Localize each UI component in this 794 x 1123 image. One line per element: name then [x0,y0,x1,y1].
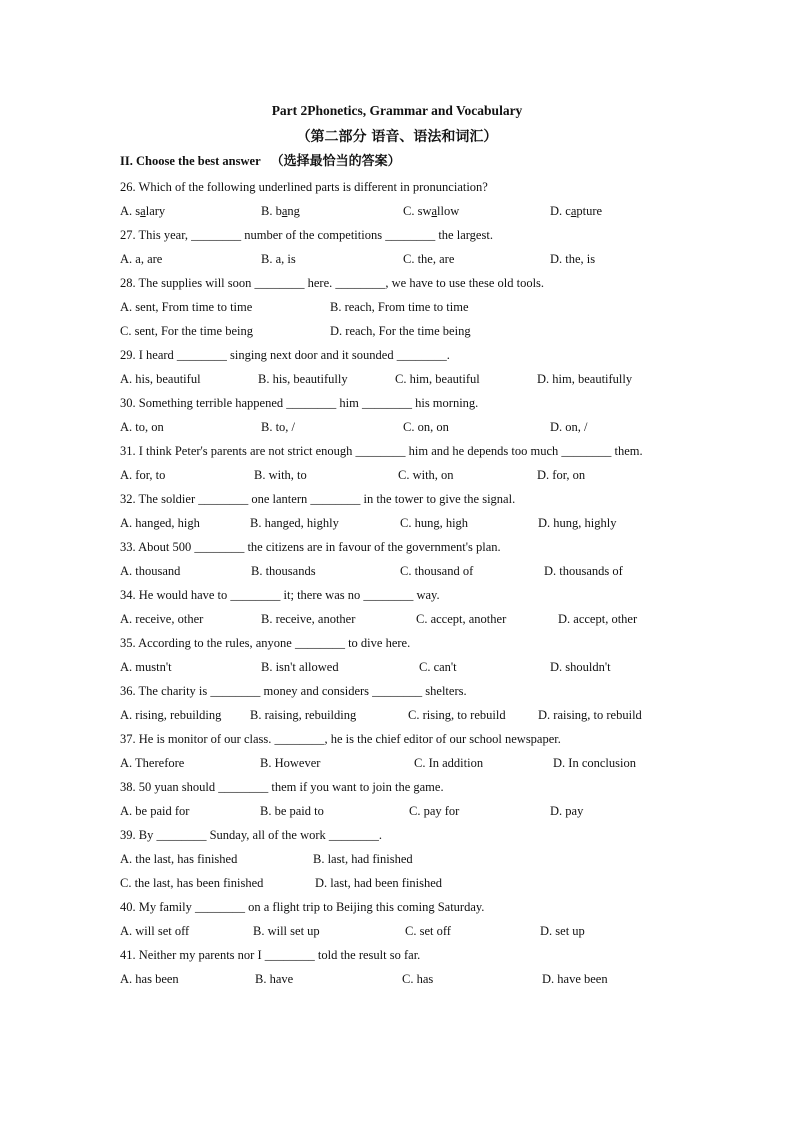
options-row [120,871,680,895]
question-number: 36. [120,684,139,698]
question-text: Neither my parents nor I ________ told the result so far. [138,948,421,962]
options-row [120,559,680,583]
answer-option[interactable]: A. thousand [120,564,181,578]
answer-option[interactable]: C. swallow [403,204,460,218]
question-stem [120,223,680,247]
answer-option[interactable]: B. his, beautifully [258,372,348,386]
question-text: About 500 ________ the citizens are in favour of the government's plan. [138,540,501,554]
question-text: The soldier ________ one lantern ________ in the tower to give the signal. [138,492,516,506]
question-list [120,175,680,991]
section-label: II. Choose the best answer [120,154,261,168]
answer-option[interactable]: B. reach, From time to time [330,300,469,314]
answer-option[interactable]: A. his, beautiful [120,372,201,386]
answer-option[interactable]: B. will set up [253,924,320,938]
question-text: 50 yuan should ________ them if you want to join the game. [138,780,444,794]
question-stem [120,895,680,919]
question-text: According to the rules, anyone ________ to dive here. [138,636,411,650]
question-stem [120,175,680,199]
answer-option[interactable]: D. on, / [550,420,588,434]
answer-option[interactable]: D. capture [550,204,603,218]
answer-option[interactable]: C. rising, to rebuild [408,708,506,722]
options-row [120,919,680,943]
question-number: 33. [120,540,139,554]
answer-option[interactable]: B. be paid to [260,804,324,818]
question-number: 30. [120,396,139,410]
question-stem [120,439,680,463]
answer-option[interactable]: C. accept, another [416,612,507,626]
question-stem [120,583,680,607]
answer-option[interactable]: D. have been [542,972,608,986]
answer-option[interactable]: B. have [255,972,294,986]
question-number: 34. [120,588,139,602]
answer-option[interactable]: D. thousands of [544,564,623,578]
answer-option[interactable]: A. the last, has finished [120,852,238,866]
question-number: 39. [120,828,139,842]
question-text: The supplies will soon ________ here. ________, we have to use these old tools. [138,276,545,290]
question-text: He would have to ________ it; there was no ________ way. [138,588,440,602]
answer-option[interactable]: A. receive, other [120,612,204,626]
answer-option[interactable]: C. the, are [403,252,455,266]
question-text: Which of the following underlined parts is different in pronunciation? [138,180,488,194]
question-stem [120,727,680,751]
question-number: 35. [120,636,139,650]
options-row [120,463,680,487]
options-row [120,367,680,391]
answer-option[interactable]: A. for, to [120,468,166,482]
question-text: I heard ________ singing next door and it sounded ________. [138,348,450,362]
answer-option[interactable]: A. a, are [120,252,163,266]
page-title: Part 2Phonetics, Grammar and Vocabulary [271,103,523,118]
question-number: 32. [120,492,139,506]
answer-option[interactable]: C. on, on [403,420,449,434]
question-number: 41. [120,948,139,962]
answer-option[interactable]: C. pay for [409,804,460,818]
options-row [120,511,680,535]
options-row [120,607,680,631]
answer-option[interactable]: D. for, on [537,468,586,482]
question-stem [120,343,680,367]
options-row [120,415,680,439]
answer-option[interactable]: C. hung, high [400,516,469,530]
answer-option[interactable]: A. be paid for [120,804,190,818]
answer-option[interactable]: C. with, on [398,468,454,482]
question-text: By ________ Sunday, all of the work ________. [138,828,383,842]
question-stem [120,535,680,559]
answer-option[interactable]: C. set off [405,924,451,938]
answer-option[interactable]: D. pay [550,804,584,818]
answer-option[interactable]: C. thousand of [400,564,474,578]
answer-option[interactable]: D. raising, to rebuild [538,708,642,722]
question-text: My family ________ on a flight trip to Beijing this coming Saturday. [138,900,485,914]
answer-option[interactable]: A. salary [120,204,166,218]
question-stem [120,679,680,703]
answer-option[interactable]: C. can't [419,660,457,674]
options-row [120,295,680,319]
answer-option[interactable]: D. shouldn't [550,660,611,674]
page-subtitle: （第二部分 语音、语法和词汇） [296,129,498,145]
options-row [120,247,680,271]
answer-option[interactable]: A. rising, rebuilding [120,708,222,722]
question-text: Something terrible happened ________ him ________ his morning. [138,396,479,410]
underlined-letter: a [281,204,288,218]
section-label-cn: （选择最恰当的答案） [270,154,401,169]
underlined-letter: a [570,204,577,218]
options-row [120,799,680,823]
answer-option[interactable]: B. receive, another [261,612,356,626]
answer-option[interactable]: B. with, to [254,468,307,482]
question-text: This year, ________ number of the competitions ________ the largest. [138,228,493,242]
answer-option[interactable]: B. isn't allowed [261,660,339,674]
answer-option[interactable]: A. Therefore [120,756,185,770]
underlined-letter: a [431,204,438,218]
question-text: The charity is ________ money and considers ________ shelters. [138,684,467,698]
question-text: I think Peter's parents are not strict enough ________ him and he depends too much ________ them. [138,444,643,458]
options-row [120,751,680,775]
answer-option[interactable]: A. sent, From time to time [120,300,253,314]
options-row [120,967,680,991]
question-text: He is monitor of our class. ________, he is the chief editor of our school newspaper. [138,732,561,746]
underlined-letter: a [140,204,146,218]
answer-option[interactable]: B. bang [261,204,300,218]
question-number: 29. [120,348,139,362]
answer-option[interactable]: B. last, had finished [313,852,413,866]
question-stem [120,943,680,967]
question-stem [120,775,680,799]
question-number: 31. [120,444,139,458]
options-row [120,199,680,223]
answer-option[interactable]: D. him, beautifully [537,372,633,386]
question-stem [120,391,680,415]
answer-option[interactable]: A. hanged, high [120,516,200,530]
answer-option[interactable]: B. a, is [261,252,296,266]
answer-option[interactable]: A. has been [120,972,179,986]
answer-option[interactable]: B. thousands [251,564,316,578]
answer-option[interactable]: D. set up [540,924,585,938]
answer-option[interactable]: C. sent, For the time being [120,324,253,338]
answer-option[interactable]: C. the last, has been finished [120,876,264,890]
question-stem [120,823,680,847]
question-stem [120,631,680,655]
options-row [120,847,680,871]
answer-option[interactable]: B. hanged, highly [250,516,339,530]
section-heading [120,150,401,169]
options-row [120,655,680,679]
answer-option[interactable]: B. However [260,756,321,770]
answer-option[interactable]: A. to, on [120,420,164,434]
question-number: 38. [120,780,139,794]
options-row [120,703,680,727]
answer-option[interactable]: C. has [402,972,434,986]
answer-option[interactable]: B. to, / [261,420,296,434]
question-number: 40. [120,900,139,914]
answer-option[interactable]: C. In addition [414,756,484,770]
answer-option[interactable]: D. last, had been finished [315,876,443,890]
answer-option[interactable]: A. mustn't [120,660,172,674]
question-number: 37. [120,732,139,746]
question-number: 26. [120,180,139,194]
question-stem [120,271,680,295]
answer-option[interactable]: D. reach, For the time being [330,324,471,338]
options-row [120,319,680,343]
answer-option[interactable]: C. him, beautiful [395,372,480,386]
answer-option[interactable]: D. In conclusion [553,756,636,770]
answer-option[interactable]: D. accept, other [558,612,638,626]
answer-option[interactable]: D. the, is [550,252,596,266]
question-number: 28. [120,276,139,290]
answer-option[interactable]: A. will set off [120,924,190,938]
answer-option[interactable]: B. raising, rebuilding [250,708,357,722]
question-number: 27. [120,228,139,242]
question-stem [120,487,680,511]
answer-option[interactable]: D. hung, highly [538,516,617,530]
